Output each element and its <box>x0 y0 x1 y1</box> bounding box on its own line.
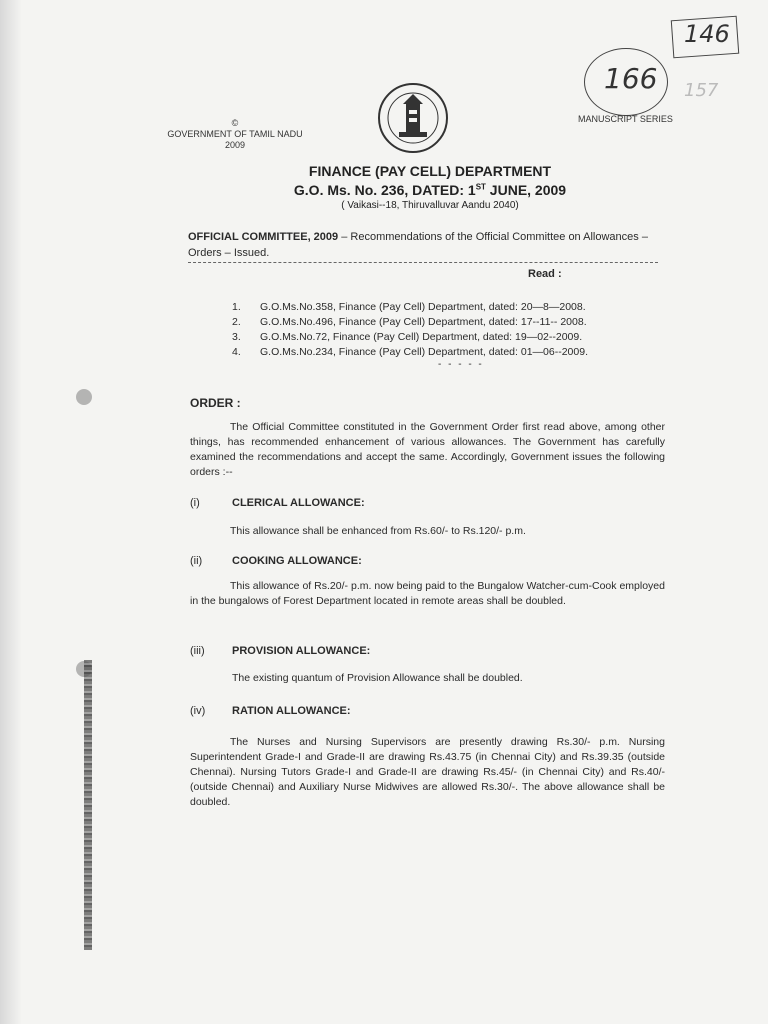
reference-text: G.O.Ms.No.496, Finance (Pay Cell) Department, dated: 17--11-- 2008. <box>260 316 587 328</box>
reference-separator: - - - - - <box>438 359 484 370</box>
section-heading <box>190 705 351 717</box>
copyright-year: 2009 <box>224 140 246 150</box>
reference-number: 2. <box>232 316 241 328</box>
section-title: PROVISION ALLOWANCE: <box>232 645 371 657</box>
section-body: The Nurses and Nursing Supervisors are presently drawing Rs.30/- p.m. Nursing Superintendent Grade-I and Grade-II are drawing Rs.43.75 (in Chennai City) and Rs.39.35 (outside Chennai). Nursing Tutors Grade-I and Grade-II are drawing Rs.45/- (in Chennai City) and Rs.40/- (outside Chennai) and Auxiliary Nurse Midwives are allowed Rs.30/-. The above allowance shall be doubled. <box>190 736 665 808</box>
reference-text: G.O.Ms.No.358, Finance (Pay Cell) Department, dated: 20—8—2008. <box>260 301 586 313</box>
section-body: This allowance shall be enhanced from Rs.60/- to Rs.120/- p.m. <box>230 525 526 537</box>
reference-number: 1. <box>232 301 241 313</box>
reference-text: G.O.Ms.No.234, Finance (Pay Cell) Department, dated: 01—06--2009. <box>260 346 588 358</box>
punch-hole <box>76 389 92 405</box>
section-body: This allowance of Rs.20/- p.m. now being paid to the Bungalow Watcher-cum-Cook employed in the bungalows of Forest Department located in remote areas shall be doubled. <box>190 580 665 607</box>
go-number-suffix: JUNE, 2009 <box>485 182 567 198</box>
government-name: GOVERNMENT OF TAMIL NADU <box>167 129 303 139</box>
reference-item <box>232 330 672 345</box>
section-heading <box>190 645 370 657</box>
section-number: (i) <box>190 497 200 509</box>
page-number-boxed: 146 <box>684 20 730 48</box>
copyright-symbol: © <box>231 118 239 128</box>
reference-text: G.O.Ms.No.72, Finance (Pay Cell) Department, dated: 19—02--2009. <box>260 331 583 343</box>
section-title: CLERICAL ALLOWANCE: <box>232 497 365 509</box>
tamil-nadu-emblem-icon <box>377 82 449 154</box>
reference-number: 4. <box>232 346 241 358</box>
reference-number: 3. <box>232 331 241 343</box>
reference-list <box>232 300 672 360</box>
subject-bold: OFFICIAL COMMITTEE, 2009 <box>188 231 339 243</box>
reference-item <box>232 315 672 330</box>
tamil-date: ( Vaikasi--18, Thiruvalluvar Aandu 2040) <box>341 200 519 211</box>
copyright-block <box>160 118 310 151</box>
page-number-circled: 166 <box>604 62 658 95</box>
read-label: Read : <box>528 268 562 280</box>
section-title: COOKING ALLOWANCE: <box>232 555 362 567</box>
department-title: FINANCE (PAY CELL) DEPARTMENT <box>308 163 552 179</box>
scan-edge <box>0 0 22 1024</box>
section-body: The existing quantum of Provision Allowance shall be doubled. <box>232 672 523 684</box>
section-number: (iv) <box>190 705 206 717</box>
section-number: (ii) <box>190 555 203 567</box>
reference-item <box>232 300 672 315</box>
go-number <box>150 182 710 198</box>
subject-line <box>188 229 668 261</box>
manuscript-series: MANUSCRIPT SERIES <box>578 114 673 124</box>
section-number: (iii) <box>190 645 205 657</box>
section-heading <box>190 497 365 509</box>
order-intro: The Official Committee constituted in the Government Order first read above, among other things, has recommended enhancement of various allowances. The Government has carefully examined the recommendations and accept the same. Accordingly, Government issues the following orders :-- <box>190 421 665 478</box>
order-heading: ORDER : <box>190 396 241 410</box>
divider <box>188 262 658 263</box>
go-number-sup: ST <box>475 182 486 192</box>
reference-item <box>232 345 672 360</box>
subject-rest: – Recommendations of the Official Committee on Allowances – Orders – Issued. <box>188 231 648 259</box>
section-heading <box>190 555 362 567</box>
section-title: RATION ALLOWANCE: <box>232 705 351 717</box>
binding-strip <box>84 660 92 950</box>
go-number-main: G.O. Ms. No. 236, DATED: 1 <box>293 182 476 198</box>
page-number-faint: 157 <box>684 80 719 101</box>
